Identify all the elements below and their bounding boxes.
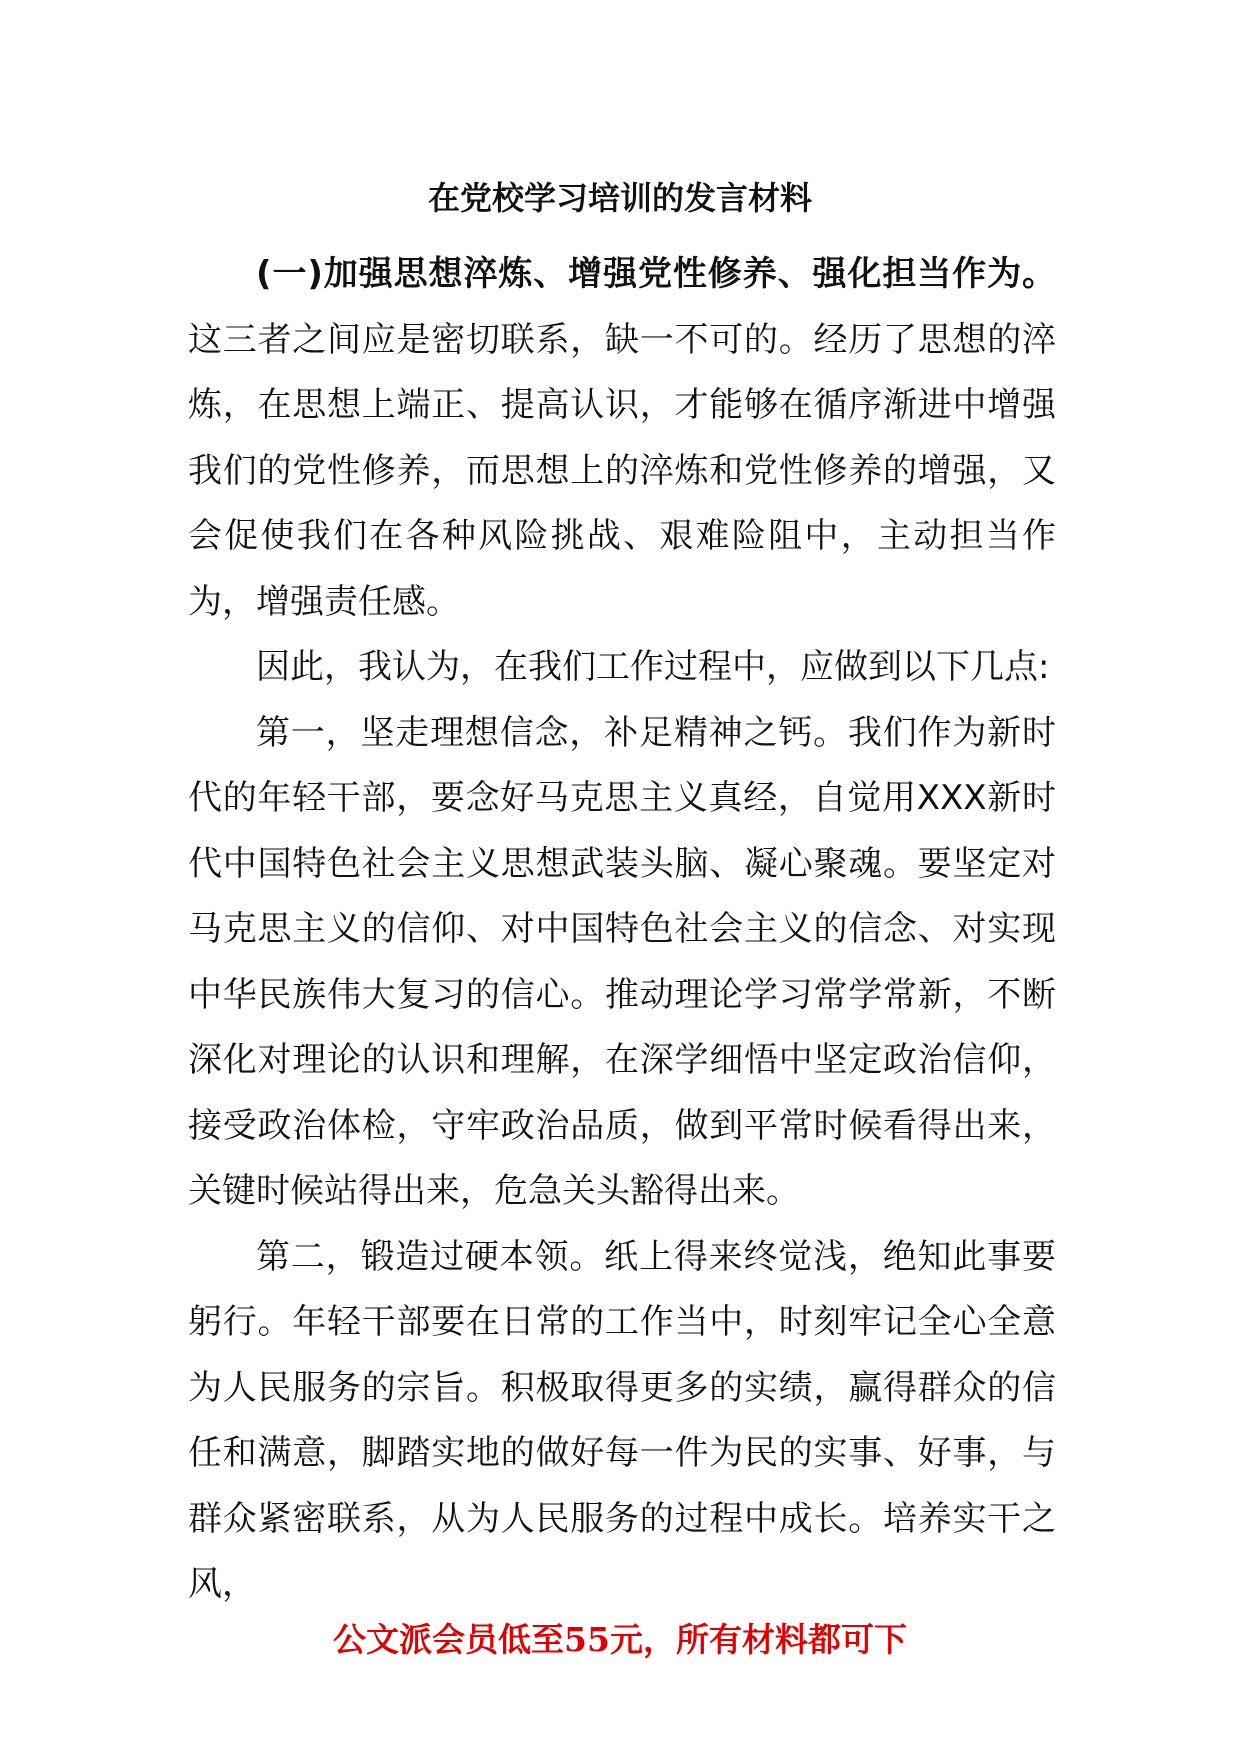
paragraph-1-text: 这三者之间应是密切联系，缺一不可的。经历了思想的淬炼，在思想上端正、提高认识，才能够在循序渐进中增强我们的党性修养，而思想上的淬炼和党性修养的增强，又会促使我们在各种风险挑战、艰难险阻中，主动担当作为，增强责任感。 [188, 319, 1056, 622]
promo-footer: 公文派会员低至55元，所有材料都可下 [333, 1620, 907, 1659]
document-body [188, 242, 1056, 1618]
paragraph-4-text: 第二，锻造过硬本领。纸上得来终觉浅，绝知此事要躬行。年轻干部要在日常的工作当中，时刻牢记全心全意为人民服务的宗旨。积极取得更多的实绩，赢得群众的信任和满意，脚踏实地的做好每一件为民的实事、好事，与群众紧密联系，从为人民服务的过程中成长。培养实干之风， [188, 1236, 1056, 1604]
paragraph-1-lead: (一)加强思想淬炼、增强党性修养、强化担当作为。 [256, 254, 1056, 294]
paragraph-3 [188, 701, 1056, 1225]
paragraph-3-text: 第一，坚走理想信念，补足精神之钙。我们作为新时代的年轻干部，要念好马克思主义真经，自觉用XXX新时代中国特色社会主义思想武装头脑、凝心聚魂。要坚定对马克思主义的信仰、对中国特色社会主义的信念、对实现中华民族伟大复习的信心。推动理论学习常学常新，不断深化对理论的认识和理解，在深学细悟中坚定政治信仰，接受政治体检，守牢政治品质，做到平常时候看得出来，关键时候站得出来，危急关头豁得出来。 [188, 712, 1056, 1211]
document-title: 在党校学习培训的发言材料 [427, 179, 812, 217]
paragraph-2 [188, 635, 1056, 701]
paragraph-2-text: 因此，我认为，在我们工作过程中，应做到以下几点: [256, 647, 1050, 687]
paragraph-4 [188, 1225, 1056, 1618]
paragraph-1 [188, 242, 1056, 635]
